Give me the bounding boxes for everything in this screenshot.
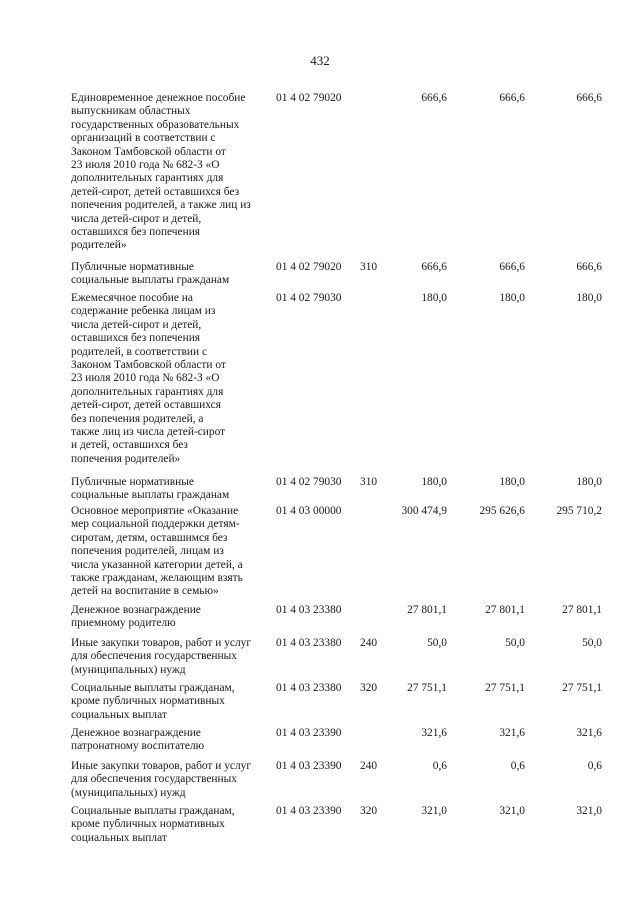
row-name: Единовременное денежное пособие выпускникам областных государственных образовательных организаций в соответствии с Законом Тамбовской области от 23 июля 2010 года № 682-З «О дополнительных гарантиях для детей-сирот, детей оставшихся без попечения родителей, а также лиц из числа детей-сирот и детей, оставшихся без попечения родителей» — [71, 92, 251, 252]
row-name: Социальные выплаты гражданам, кроме публичных нормативных социальных выплат — [71, 682, 235, 721]
row-value-2: 666,6 — [499, 92, 525, 104]
row-name: Социальные выплаты гражданам, кроме публичных нормативных социальных выплат — [71, 805, 235, 844]
row-value-3: 666,6 — [576, 261, 602, 273]
row-name: Публичные нормативные социальные выплаты гражданам — [71, 476, 230, 502]
row-value-3: 666,6 — [576, 92, 602, 104]
row-value-2: 27 801,1 — [485, 604, 525, 616]
row-value-2: 295 626,6 — [479, 505, 525, 517]
row-value-3: 27 801,1 — [562, 604, 602, 616]
row-vr: 310 — [360, 476, 378, 488]
row-value-1: 50,0 — [427, 637, 447, 649]
row-name: Иные закупки товаров, работ и услуг для обеспечения государственных (муниципальных) нужд — [71, 637, 252, 676]
row-value-3: 180,0 — [576, 476, 602, 488]
row-code: 01 4 02 79030 — [276, 292, 342, 304]
row-code: 01 4 02 79020 — [276, 92, 342, 104]
row-value-3: 50,0 — [582, 637, 602, 649]
row-value-1: 0,6 — [432, 760, 447, 772]
row-value-1: 180,0 — [421, 292, 447, 304]
row-value-3: 295 710,2 — [556, 505, 602, 517]
row-name: Публичные нормативные социальные выплаты гражданам — [71, 261, 230, 287]
row-name: Иные закупки товаров, работ и услуг для обеспечения государственных (муниципальных) нужд — [71, 760, 252, 799]
row-value-2: 321,6 — [499, 727, 525, 739]
row-value-3: 0,6 — [587, 760, 602, 772]
row-name: Ежемесячное пособие на содержание ребенка лицам из числа детей-сирот и детей, оставшихся без попечения родителей, в соответствии с Законом Тамбовской области от 23 июля 2010 года № 682-З «О дополнительных гарантиях для детей-сирот, детей оставшихся без попечения родителей, а также лиц из числа детей-сирот и детей, оставшихся без попечения родителей» — [71, 292, 226, 465]
row-code: 01 4 02 79020 — [276, 261, 342, 273]
row-value-1: 27 751,1 — [407, 682, 447, 694]
row-value-1: 300 474,9 — [401, 505, 447, 517]
row-code: 01 4 03 23380 — [276, 682, 342, 694]
row-code: 01 4 02 79030 — [276, 476, 342, 488]
row-value-3: 321,6 — [576, 727, 602, 739]
row-value-3: 321,0 — [576, 805, 602, 817]
row-vr: 320 — [360, 682, 378, 694]
row-value-1: 666,6 — [421, 261, 447, 273]
row-value-3: 27 751,1 — [562, 682, 602, 694]
row-code: 01 4 03 23380 — [276, 637, 342, 649]
row-code: 01 4 03 23380 — [276, 604, 342, 616]
row-value-2: 666,6 — [499, 261, 525, 273]
row-vr: 240 — [360, 637, 378, 649]
row-vr: 320 — [360, 805, 378, 817]
row-name: Денежное вознаграждение приемному родителю — [71, 604, 201, 630]
row-value-2: 50,0 — [505, 637, 525, 649]
row-value-2: 180,0 — [499, 476, 525, 488]
page-number: 432 — [310, 53, 330, 68]
row-value-1: 180,0 — [421, 476, 447, 488]
row-value-2: 180,0 — [499, 292, 525, 304]
row-code: 01 4 03 23390 — [276, 805, 342, 817]
row-name: Денежное вознаграждение патронатному воспитателю — [71, 727, 205, 753]
row-value-2: 0,6 — [510, 760, 525, 772]
row-value-1: 321,6 — [421, 727, 447, 739]
row-code: 01 4 03 23390 — [276, 760, 342, 772]
row-vr: 240 — [360, 760, 378, 772]
row-value-3: 180,0 — [576, 292, 602, 304]
row-value-1: 27 801,1 — [407, 604, 447, 616]
row-vr: 310 — [360, 261, 378, 273]
row-code: 01 4 03 00000 — [276, 505, 342, 517]
row-value-2: 321,0 — [499, 805, 525, 817]
row-name: Основное мероприятие «Оказание мер социальной поддержки детям- сиротам, детям, оставшимся без попечения родителей, лицам из числа указанной категории детей, а также гражданам, желающим взять детей на воспитание в семью» — [71, 505, 243, 598]
row-value-2: 27 751,1 — [485, 682, 525, 694]
row-value-1: 666,6 — [421, 92, 447, 104]
row-value-1: 321,0 — [421, 805, 447, 817]
row-code: 01 4 03 23390 — [276, 727, 342, 739]
